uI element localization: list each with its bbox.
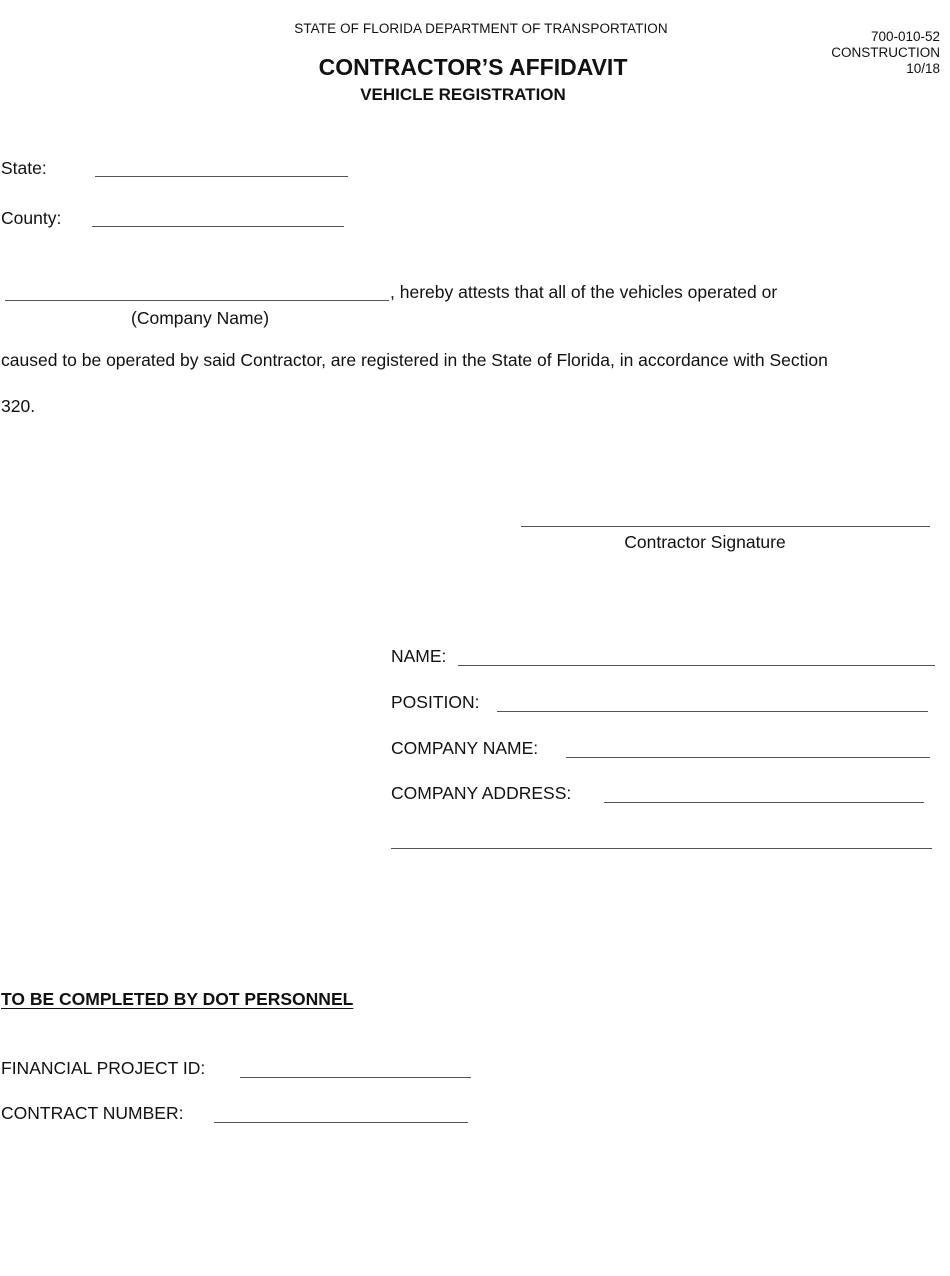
attestation-line-1: , hereby attests that all of the vehicles operated or [390,282,778,302]
contract-number-label: CONTRACT NUMBER: [1,1103,184,1123]
company-name-caption: (Company Name) [131,308,270,328]
form-revision: 10/18 [906,61,940,76]
company-address-label: COMPANY ADDRESS: [391,783,572,803]
state-field[interactable] [95,176,348,177]
company-name-blank[interactable] [5,300,389,301]
contractor-signature-field[interactable] [521,526,930,527]
financial-project-id-field[interactable] [240,1077,471,1078]
form-number: 700-010-52 [870,29,940,44]
financial-project-id-label: FINANCIAL PROJECT ID: [1,1058,206,1078]
agency-name: STATE OF FLORIDA DEPARTMENT OF TRANSPORTATION [294,21,668,36]
position-field[interactable] [497,711,928,712]
county-field[interactable] [92,226,344,227]
name-label: NAME: [391,646,447,666]
company-name-label: COMPANY NAME: [391,738,539,758]
company-address-line-2-field[interactable] [391,848,932,849]
position-label: POSITION: [391,692,480,712]
company-address-field[interactable] [604,802,924,803]
signature-caption: Contractor Signature [624,532,786,552]
attestation-line-3: 320. [1,396,36,416]
dot-section-heading: TO BE COMPLETED BY DOT PERSONNEL [1,989,354,1009]
name-field[interactable] [458,665,935,666]
company-name-field[interactable] [566,757,930,758]
state-label: State: [1,158,47,178]
attestation-line-2: caused to be operated by said Contractor, are registered in the State of Florida, in accordance with Section [1,350,828,370]
form-category: CONSTRUCTION [831,45,940,60]
page-title: CONTRACTOR’S AFFIDAVIT [318,54,628,80]
page-subtitle: VEHICLE REGISTRATION [360,85,566,104]
contract-number-field[interactable] [214,1122,468,1123]
county-label: County: [1,208,62,228]
